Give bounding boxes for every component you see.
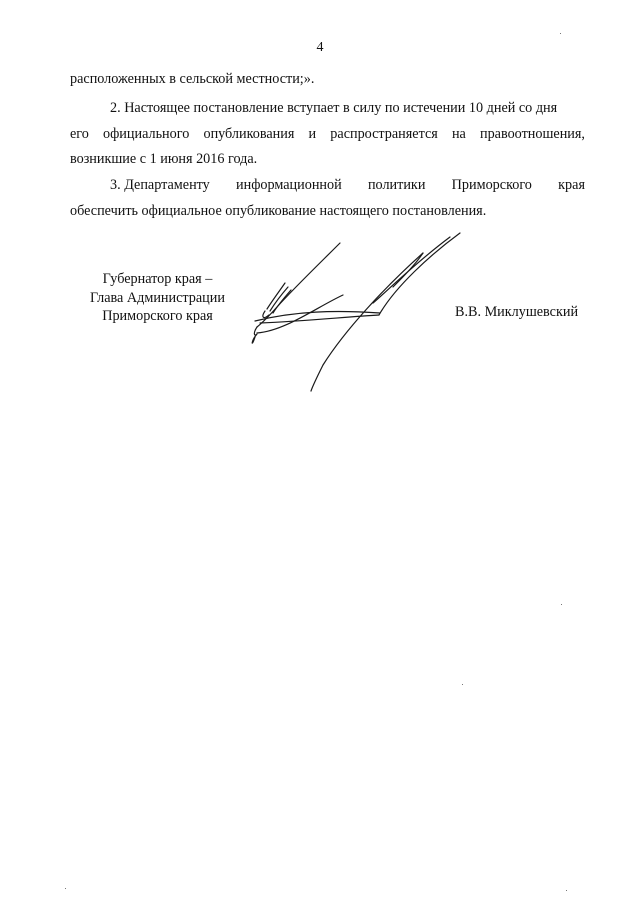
word: опубликования (203, 126, 295, 142)
paragraph-3-line-1 (110, 176, 585, 194)
signer-title-line-2: Глава Администрации (90, 289, 225, 306)
scan-speck (561, 604, 562, 605)
word: информационной (236, 177, 342, 193)
word: края (558, 177, 585, 193)
word: официального (103, 126, 190, 142)
scan-speck (566, 890, 567, 891)
word: правоотношения, (480, 126, 585, 142)
word: Приморского (451, 177, 532, 193)
word: на (451, 126, 466, 142)
paragraph-1-line-1: расположенных в сельской местности;». (70, 71, 315, 87)
signer-title-line-3: Приморского края (102, 308, 213, 324)
word: распространяется (330, 126, 438, 142)
word: и (308, 126, 317, 142)
paragraph-3-line-2: обеспечить официальное опубликование настоящего постановления. (70, 203, 487, 219)
word: его (70, 126, 89, 142)
handwritten-signature (245, 225, 470, 395)
signer-name: В.В. Миклушевский (455, 304, 579, 320)
page-number: 4 (316, 40, 324, 55)
paragraph-2-line-3: возникшие с 1 июня 2016 года. (70, 151, 258, 167)
signer-title (70, 270, 245, 326)
scan-speck (560, 33, 561, 34)
word: политики (367, 177, 426, 193)
scan-speck (462, 684, 463, 685)
scan-speck (65, 888, 66, 889)
paragraph-2-line-2 (70, 125, 585, 143)
word: 3. Департаменту (110, 177, 210, 193)
signer-title-line-1: Губернатор края – (102, 271, 213, 287)
paragraph-2-line-1: 2. Настоящее постановление вступает в силу по истечении 10 дней со дня (110, 100, 558, 116)
